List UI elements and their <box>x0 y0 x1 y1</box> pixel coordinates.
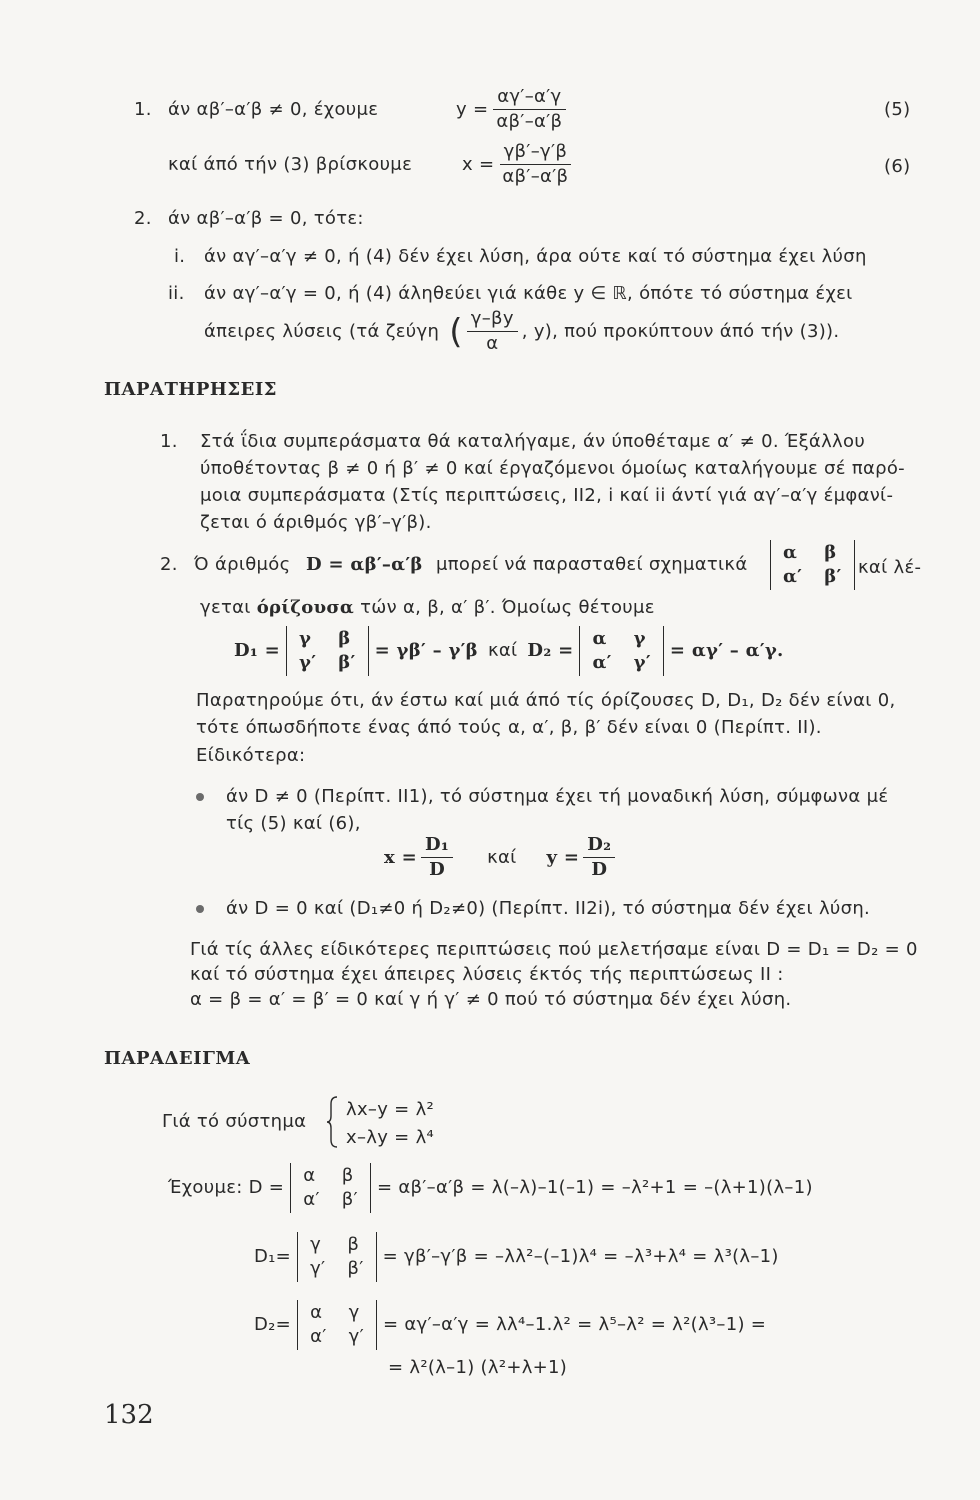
det-cell: β <box>341 1165 354 1186</box>
example-heading: ΠΑΡΑΔΕΙΓΜΑ <box>104 1048 251 1069</box>
bullet-icon <box>196 905 204 913</box>
example-D1-lhs: D₁= <box>254 1246 292 1267</box>
eq-x-numerator: γβ′–γ′β <box>500 141 572 165</box>
remark1-line2: ύποθέτοντας β ≠ 0 ή β′ ≠ 0 καί έργαζόμενοι όμοίως καταλήγουμε σέ παρό- <box>200 458 905 479</box>
item1-x-intro: καί άπό τήν (3) βρίσκουμε <box>168 154 413 175</box>
case-ii-text: άν αγ′–α′γ = 0, ή (4) άληθεύει γιά κάθε y ∈ ℝ, όπότε τό σύστημα έχει <box>204 283 853 304</box>
observation-line1: Παρατηρούμε ότι, άν έστω καί μιά άπό τίς όρίζουσες D, D₁, D₂ δέν είναι 0, <box>196 690 896 711</box>
sol-x-lhs: x = <box>384 846 417 868</box>
d1-d2-definitions <box>234 626 784 676</box>
remark1-line4: ζεται ό άριθμός γβ′–γ′β). <box>200 512 432 533</box>
system-brace <box>326 1096 338 1148</box>
eq-x-lhs: x = <box>462 153 495 175</box>
remark2-determinant <box>770 540 855 590</box>
det-cell: α <box>303 1165 316 1186</box>
det-cell: γ <box>633 628 646 649</box>
sol-y-denominator: D <box>591 859 608 880</box>
det-cell: γ′ <box>633 652 651 673</box>
det-cell: γ <box>299 628 312 649</box>
item2-condition: άν αβ′–α′β = 0, τότε: <box>168 208 364 229</box>
eq-tag-5: (5) <box>884 99 911 120</box>
sol-y-numerator: D₂ <box>583 834 615 858</box>
det-cell: β′ <box>824 566 842 587</box>
remark2-line2 <box>200 596 655 620</box>
example-D2 <box>254 1300 766 1350</box>
case-i-text: άν αγ′–α′γ ≠ 0, ή (4) δέν έχει λύση, άρα ούτε καί τό σύστημα έχει λύση <box>204 246 867 267</box>
other-cases-line3: α = β = α′ = β′ = 0 καί γ ή γ′ ≠ 0 πού τό σύστημα δέν έχει λύση. <box>190 989 792 1010</box>
det-cell: γ <box>310 1234 322 1255</box>
det-cell: γ′ <box>348 1326 364 1347</box>
sol-y-lhs: y = <box>546 846 580 868</box>
det-cell: α′ <box>310 1326 327 1347</box>
det-cell: γ′ <box>299 652 317 673</box>
det-cell: α <box>592 628 607 649</box>
eq-y-numerator: αγ′–α′γ <box>493 86 565 110</box>
remark2-l2-b: τών α, β, α′ β′. Όμοίως θέτουμε <box>360 597 655 618</box>
remark2-text-b: μπορεί νά παρασταθεί σχηματικά <box>436 554 748 575</box>
d2-rhs: = αγ′ – α′γ. <box>669 640 784 661</box>
and-word: καί <box>487 640 518 661</box>
sol-x-denominator: D <box>429 859 445 880</box>
case-ii-label: ii. <box>168 283 185 304</box>
remark2-l2-a: γεται <box>200 597 251 618</box>
det-cell: β <box>347 1234 360 1255</box>
det-cell: β′ <box>341 1189 358 1210</box>
d1-rhs: = γβ′ – γ′β <box>374 640 478 661</box>
system-eq2: x–λy = λ⁴ <box>346 1127 435 1148</box>
remarks-heading: ΠΑΡΑΤΗΡΗΣΕΙΣ <box>104 379 278 400</box>
example-D2-rhs: = αγ′–α′γ = λλ⁴–1.λ² = λ⁵–λ² = λ²(λ³–1) = <box>382 1314 767 1335</box>
example-D2-lhs: D₂= <box>254 1314 292 1335</box>
det-cell: α′ <box>592 652 612 673</box>
d2-lhs: D₂ = <box>527 640 574 661</box>
eq-y-formula <box>456 86 570 133</box>
bullet-icon <box>196 793 204 801</box>
pair-fraction <box>467 308 518 355</box>
sol-x-numerator: D₁ <box>421 834 453 858</box>
example-D2-rhs-line2: = λ²(λ–1) (λ²+λ+1) <box>388 1357 568 1378</box>
d1-lhs: D₁ = <box>234 640 281 661</box>
system-label: Γιά τό σύστημα <box>162 1111 307 1132</box>
sol-x-fraction <box>421 834 453 881</box>
det-cell: α′ <box>303 1189 320 1210</box>
eq-y-lhs: y = <box>456 98 489 120</box>
det-cell: α <box>783 542 798 563</box>
pair-numerator: γ–βy <box>467 308 518 332</box>
example-D-lhs: Έχουμε: D = <box>168 1177 285 1198</box>
bullet1-line1: άν D ≠ 0 (Περίπτ. II1), τό σύστημα έχει τή μοναδική λύση, σύμφωνα μέ <box>226 786 889 807</box>
bullet1-line2: τίς (5) καί (6), <box>226 813 361 834</box>
eq-x-denominator: αβ′–α′β <box>502 166 569 187</box>
case-i-label: i. <box>174 246 186 267</box>
term-orizousa: όρίζουσα <box>256 597 355 618</box>
item1-condition: άν αβ′–α′β ≠ 0, έχουμε <box>168 99 379 120</box>
other-cases-line1: Γιά τίς άλλες είδικότερες περιπτώσεις πού μελετήσαμε είναι D = D₁ = D₂ = 0 <box>190 939 918 960</box>
eq-tag-6: (6) <box>884 156 911 177</box>
case-ii-cont-a: άπειρες λύσεις (τά ζεύγη <box>204 320 440 342</box>
observation-line3: Είδικότερα: <box>196 745 306 766</box>
det-cell: α′ <box>783 566 803 587</box>
eq-x-fraction <box>498 141 572 188</box>
remark2-text-a: Ό άριθμός <box>194 554 291 575</box>
sol-and-word: καί <box>487 846 517 868</box>
remark2-D-def: D = αβ′–α′β <box>306 554 423 575</box>
remark1-line3: μοια συμπεράσματα (Στίς περιπτώσεις, II2, i καί ii άντί γιά αγ′–α′γ έμφανί- <box>200 485 894 506</box>
case-ii-cont-b: , y), πού προκύπτουν άπό τήν (3)). <box>521 320 840 342</box>
det-cell: β′ <box>338 652 356 673</box>
eq-y-denominator: αβ′–α′β <box>496 111 563 132</box>
example-D-rhs: = αβ′–α′β = λ(–λ)–1(–1) = –λ²+1 = –(λ+1)(λ–1) <box>376 1177 813 1198</box>
det-cell: α <box>310 1302 323 1323</box>
open-paren: ( <box>449 311 463 352</box>
det-cell: β <box>338 628 351 649</box>
example-D1 <box>254 1232 779 1282</box>
item2-number: 2. <box>134 208 152 229</box>
det-cell: γ <box>348 1302 360 1323</box>
case-ii-continuation <box>204 308 839 355</box>
system-eq1: λx–y = λ² <box>346 1099 435 1120</box>
det-cell: β′ <box>347 1258 364 1279</box>
remark2-text-c: καί λέ- <box>858 557 922 578</box>
eq-y-fraction <box>492 86 566 133</box>
remark1-line1: Στά ΐδια συμπεράσματα θά καταλήγαμε, άν ύποθέταμε α′ ≠ 0. Έξάλλου <box>200 431 866 452</box>
det-cell: γ′ <box>310 1258 326 1279</box>
det-cell: β <box>824 542 837 563</box>
solution-formulas <box>384 834 619 881</box>
bullet2-text: άν D = 0 καί (D₁≠0 ή D₂≠0) (Περίπτ. II2i), τό σύστημα δέν έχει λύση. <box>226 898 871 919</box>
brace-icon <box>326 1096 338 1148</box>
other-cases-line2: καί τό σύστημα έχει άπειρες λύσεις έκτός τής περιπτώσεως II : <box>190 964 784 985</box>
example-D1-rhs: = γβ′–γ′β = –λλ²–(–1)λ⁴ = –λ³+λ⁴ = λ³(λ–1) <box>382 1246 779 1267</box>
sol-y-fraction <box>583 834 615 881</box>
remark1-number: 1. <box>160 431 178 452</box>
example-D <box>168 1163 813 1213</box>
remark2-number: 2. <box>160 554 178 575</box>
pair-denominator: α <box>486 333 499 354</box>
eq-x-formula <box>462 141 576 188</box>
page-number: 132 <box>104 1400 154 1430</box>
observation-line2: τότε όπωσδήποτε ένας άπό τούς α, α′, β, β′ δέν είναι 0 (Περίπτ. II). <box>196 717 822 738</box>
item1-number: 1. <box>134 99 152 120</box>
